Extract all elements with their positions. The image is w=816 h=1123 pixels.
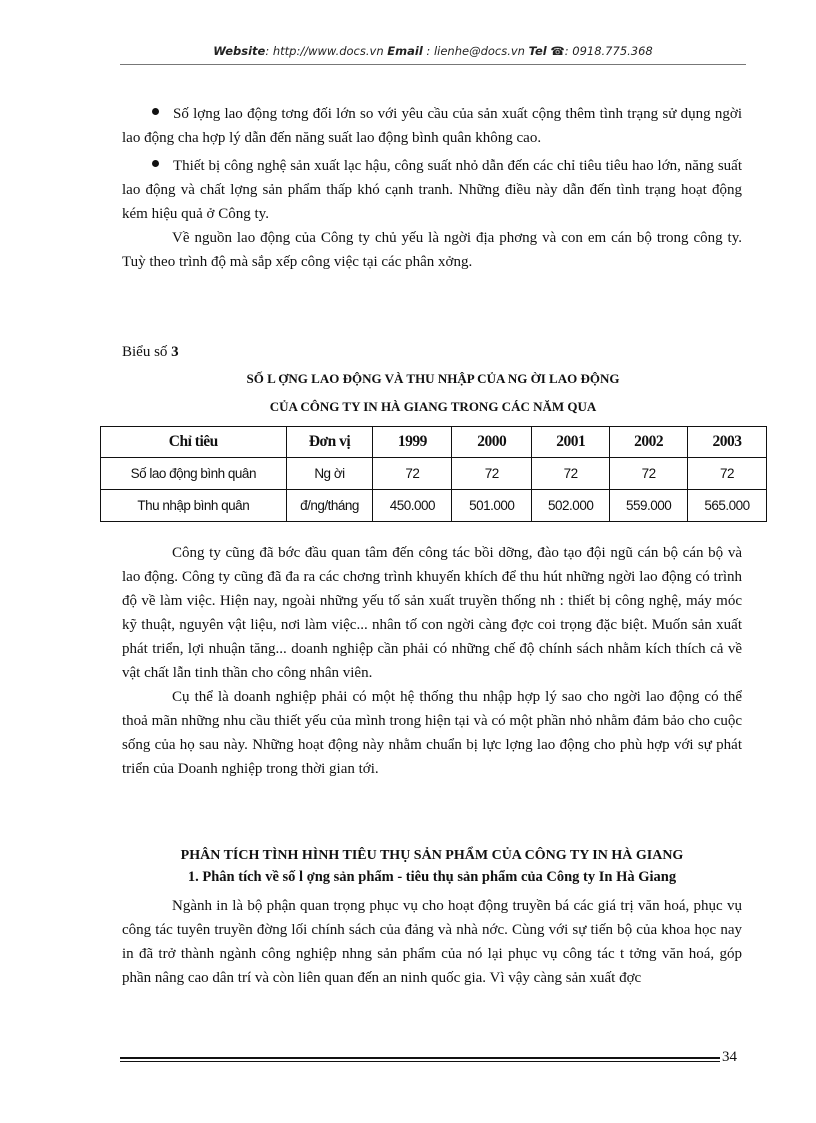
paragraph-4: Ngành in là bộ phận quan trọng phục vụ cho hoạt động truyền bá các giá trị văn hoá, phục vụ công tác tuyên truyền đờng lối chính sách của đảng và nhà nớc. Cùng với sự tiến bộ của khoa học nay in đã trở thành ngành công nghiệp nhng sản phẩm của nó lại phục vụ công tác t tởng văn hoá, góp phần nâng cao dân trí và còn liên quan đến an ninh quốc gia. Vì vậy càng sản xuất đợc — [122, 898, 742, 986]
column-header: 2001 — [532, 427, 610, 458]
column-header: 2002 — [610, 427, 688, 458]
top-text-block — [122, 102, 742, 274]
table-cell: Thu nhập bình quân — [101, 490, 287, 522]
bullet-icon — [152, 160, 159, 167]
column-header: 2000 — [452, 427, 532, 458]
table-header-row — [101, 427, 767, 458]
paragraph-3: Cụ thể là doanh nghiệp phải có một hệ thống thu nhập hợp lý sao cho ngời lao động có thể thoả mãn những nhu cầu thiết yếu của mình trong hiện tại và có một phần nhỏ nhằm đảm bảo cho cuộc sống của họ sau này. Những hoạt động này nhằm chuẩn bị lực lợng lao động cho phù hợp với sự phát triển của Doanh nghiệp trong thời gian tới. — [122, 689, 742, 777]
table-cell: 72 — [610, 458, 688, 490]
table-cell: Ng ời — [286, 458, 373, 490]
table-cell: 450.000 — [373, 490, 452, 522]
table-cell: 72 — [452, 458, 532, 490]
bullet-paragraph-1 — [122, 102, 742, 150]
paragraph-1: Về nguồn lao động của Công ty chủ yếu là ngời địa phơng và con em cán bộ trong công ty. Tuỳ theo trình độ mà sắp xếp công việc tại các phân xởng. — [122, 230, 742, 270]
table-title-line1: SỐ L ỢNG LAO ĐỘNG VÀ THU NHẬP CỦA NG ỜI LAO ĐỘNG — [246, 371, 620, 386]
footer-divider — [120, 1057, 720, 1059]
table-cell: 501.000 — [452, 490, 532, 522]
table-cell: Số lao động bình quân — [101, 458, 287, 490]
footer-divider-thin — [120, 1061, 720, 1062]
table-cell: 565.000 — [688, 490, 767, 522]
column-header: 1999 — [373, 427, 452, 458]
header-website-value: : http://www.docs.vn — [265, 44, 384, 58]
middle-text-block — [122, 541, 742, 781]
table-cell: 72 — [688, 458, 767, 490]
table-row — [101, 458, 767, 490]
column-header: Chỉ tiêu — [101, 427, 287, 458]
paragraph-2: Công ty cũng đã bớc đầu quan tâm đến công tác bồi dỡng, đào tạo đội ngũ cán bộ cán bộ và lao động. Công ty cũng đã đa ra các chơng trình khuyến khích để thu hút những ngời lao động có trình độ về làm việc. Hiện nay, ngoài những yếu tố sản xuất truyền thống nh : thiết bị công nghệ, máy móc kỹ thuật, nguyên vật liệu, nơi làm việc... nhân tố con ngời càng đợc coi trọng đặc biệt. Muốn sản xuất phát triển, lợi nhuận tăng... doanh nghiệp cần phải có những chế độ chính sách nhằm kích thích cả về vật chất lẫn tinh thần cho công nhân viên. — [122, 545, 742, 681]
header-tel-value: : 0918.775.368 — [564, 44, 653, 58]
chart-label-prefix: Biểu số — [122, 344, 172, 360]
bullet-text-2: Thiết bị công nghệ sản xuất lạc hậu, công suất nhỏ dẫn đến các chỉ tiêu tiêu hao lớn, năng suất lao động và chất lợng sản phẩm thấp khó cạnh tranh. Những điều này dẫn đến tình trạng hoạt động kém hiệu quả ở Công ty. — [122, 158, 742, 222]
phone-icon: ☎ — [550, 44, 565, 58]
table-row — [101, 490, 767, 522]
table-cell: 559.000 — [610, 490, 688, 522]
table-title-line2: CỦA CÔNG TY IN HÀ GIANG TRONG CÁC NĂM QUA — [269, 399, 597, 414]
header-divider — [120, 64, 746, 65]
table-cell: đ/ng/tháng — [286, 490, 373, 522]
bottom-text-block — [122, 894, 742, 990]
chart-label-number: 3 — [171, 344, 179, 360]
data-table — [100, 426, 767, 522]
header-email-label: Email — [387, 44, 423, 58]
column-header: 2003 — [688, 427, 767, 458]
table-cell: 72 — [373, 458, 452, 490]
table-cell: 72 — [532, 458, 610, 490]
bullet-text-1: Số lợng lao động tơng đối lớn so với yêu cầu của sản xuất cộng thêm tình trạng sử dụng ngời lao động cha hợp lý dẫn đến năng suất lao động bình quân không cao. — [122, 106, 742, 146]
chart-label — [122, 344, 179, 361]
table-cell: 502.000 — [532, 490, 610, 522]
header-website-label: Website — [213, 44, 266, 58]
section-subheading: 1. Phân tích về số l ợng sản phẩm - tiêu thụ sản phẩm của Công ty In Hà Giang — [187, 869, 677, 885]
header-email-value: : lienhe@docs.vn — [426, 44, 525, 58]
bullet-paragraph-2 — [122, 154, 742, 226]
header-tel-label: Tel — [528, 44, 547, 58]
page-header — [120, 44, 746, 58]
section-heading: PHÂN TÍCH TÌNH HÌNH TIÊU THỤ SẢN PHẨM CỦA CÔNG TY IN HÀ GIANG — [180, 848, 684, 863]
page-number: 34 — [722, 1049, 737, 1065]
bullet-icon — [152, 108, 159, 115]
column-header: Đơn vị — [286, 427, 373, 458]
